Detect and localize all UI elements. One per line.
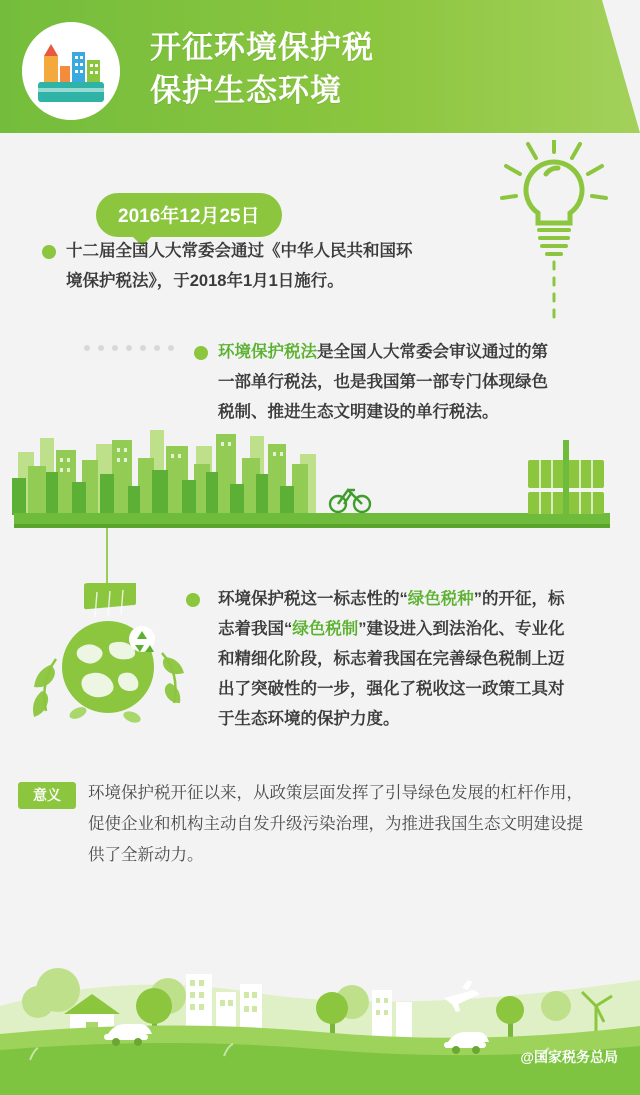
block-green-tax-significance <box>218 584 568 734</box>
meaning-tag: 意义 <box>18 782 76 809</box>
header-banner <box>0 0 640 133</box>
footer-scene <box>0 910 640 1095</box>
block-law-passed-text: 十二届全国人大常委会通过《中华人民共和国环境保护税法》，于2018年1月1日施行。 <box>66 242 413 290</box>
block-law-passed <box>66 236 421 296</box>
block3-seg2: ”的开征，标志着我国“ <box>218 590 565 638</box>
solar-panel-icon <box>528 440 604 514</box>
green-city-skyline-icon <box>0 400 640 530</box>
page-title <box>150 26 374 112</box>
block3-highlight2: 绿色税制 <box>292 620 359 638</box>
block3-highlight1: 绿色税种 <box>407 590 474 608</box>
bicycle-icon <box>330 490 370 512</box>
factory-city-icon <box>22 22 120 120</box>
meaning-text: 环境保护税开征以来，从政策层面发挥了引导绿色发展的杠杆作用，促使企业和机构主动自发升级污染治理，为推进我国生态文明建设提供了全新动力。 <box>88 784 583 864</box>
green-dot-icon <box>42 245 56 259</box>
hanging-wire <box>106 528 108 590</box>
block2-rest: 是全国人大常委会审议通过的第一部单行税法，也是我国第一部专门体现绿色税制、推进生态文明建设的单行税法。 <box>218 343 548 421</box>
page-title-line2: 保护生态环境 <box>150 73 342 108</box>
green-dot-icon <box>194 346 208 360</box>
green-dot-icon <box>186 593 200 607</box>
block3-seg3: ”建设进入到法治化、专业化和精细化阶段，标志着我国在完善绿色税制上迈出了突破性的一步，强化了税收这一政策工具对于生态环境的保护力度。 <box>218 620 565 728</box>
recycle-icon <box>129 626 155 652</box>
block3-seg1: 环境保护税这一标志性的“ <box>218 590 408 608</box>
lightbulb-idea-icon <box>492 140 612 325</box>
block2-highlight: 环境保护税法 <box>218 343 317 361</box>
solar-panel-icon <box>84 583 136 617</box>
dotted-connector <box>84 345 184 351</box>
green-earth-globe-icon <box>20 583 200 743</box>
page-title-line1: 开征环境保护税 <box>150 30 374 65</box>
source-credit: @国家税务总局 <box>520 1049 618 1065</box>
date-badge: 2016年12月25日 <box>96 193 282 237</box>
